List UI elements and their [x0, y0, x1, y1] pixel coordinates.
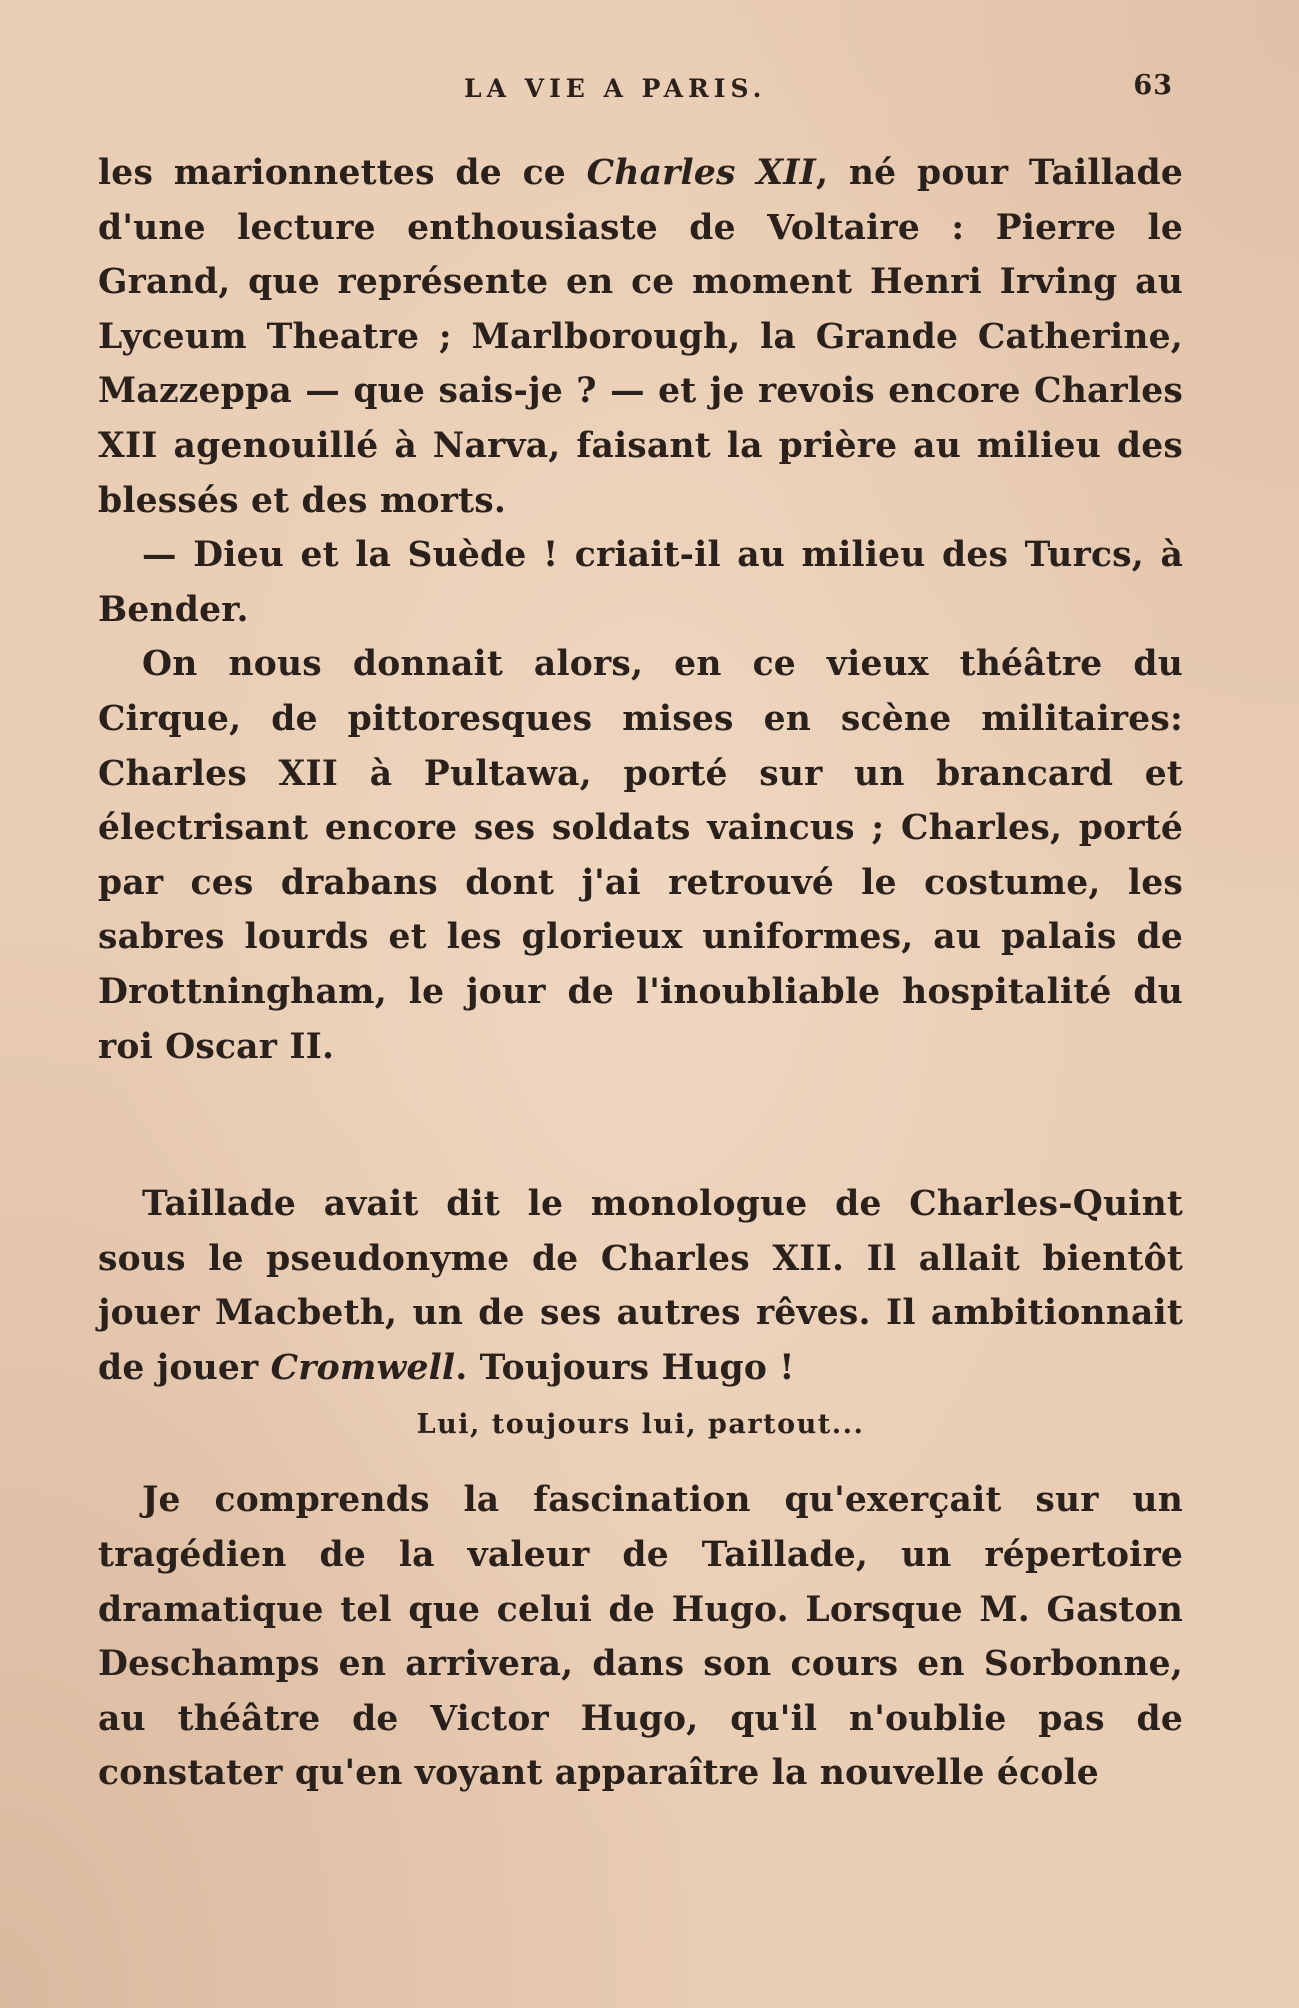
- paragraph-1: [98, 146, 1183, 528]
- paragraph-4: [98, 1177, 1183, 1395]
- paragraph-4-italic: Cromwell: [270, 1347, 456, 1388]
- paragraph-1-text-a: les marionnettes de ce: [98, 153, 587, 193]
- running-title: LA VIE A PARIS.: [464, 74, 767, 103]
- paragraph-4-text-b: . Toujours Hugo !: [455, 1347, 795, 1388]
- paragraph-5: Je comprends la fascination qu'exerçait sur un tragédien de la valeur de Taillade, un répertoire dramatique tel que celui de Hugo. Lorsque M. Gaston Deschamps en arrivera, dans son cours en Sorbonne, au théâtre de Victor Hugo, qu'il n'oublie pas de constater qu'en voyant apparaître la nouvelle école: [98, 1480, 1183, 1794]
- section-gap: [98, 1074, 1183, 1177]
- paragraph-4-text-a: Taillade avait dit le monologue de Charles-Quint sous le pseudonyme de Charles XII. Il allait bientôt jouer Macbeth, un de ses autres rêves. Il ambitionnait de jouer: [98, 1184, 1183, 1388]
- book-page: [98, 70, 1183, 1801]
- running-head: [98, 70, 1183, 110]
- paragraph-2: — Dieu et la Suède ! criait-il au milieu des Turcs, à Bender.: [98, 535, 1183, 630]
- paragraph-3: On nous donnait alors, en ce vieux théâtre du Cirque, de pittoresques mises en scène militaires: Charles XII à Pultawa, porté sur un brancard et électrisant encore ses soldats vaincus ; Charles, porté par ces drabans dont j'ai retrouvé le costume, les sabres lourds et les glorieux uniformes, au palais de Drottningham, le jour de l'inoubliable hospitalité du roi Oscar II.: [98, 644, 1183, 1067]
- quotation: Lui, toujours lui, partout...: [416, 1409, 865, 1441]
- body-text: [98, 146, 1183, 1801]
- paragraph-1-text-b: , né pour Taillade d'une lecture enthousiaste de Voltaire : Pierre le Grand, que représente en ce moment Henri Irving au Lyceum Theatre ; Marlborough, la Grande Catherine, Mazzeppa — que sais-je ? — et je revois encore Charles XII agenouillé à Narva, faisant la prière au milieu des blessés et des morts.: [98, 153, 1183, 521]
- paragraph-1-italic: Charles XII: [586, 153, 816, 193]
- page-number: 63: [1133, 70, 1173, 101]
